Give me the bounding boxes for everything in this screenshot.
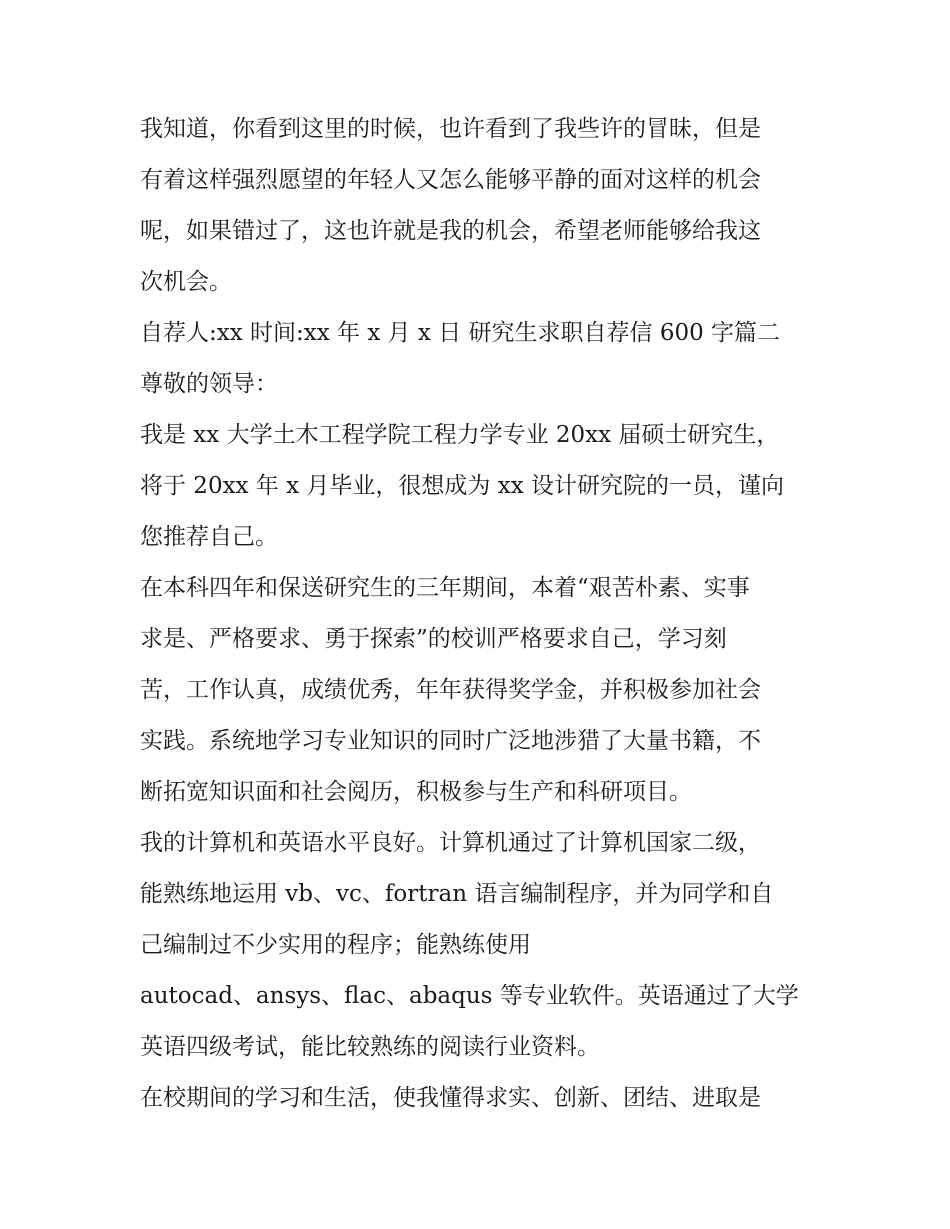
text-line: 在本科四年和保送研究生的三年期间，本着“艰苦朴素、实事 — [140, 575, 750, 601]
text-line: 英语四级考试，能比较熟练的阅读行业资料。 — [140, 1034, 600, 1060]
text-line: 在校期间的学习和生活，使我懂得求实、创新、团结、进取是 — [140, 1085, 761, 1111]
text-line: 我知道，你看到这里的时候，也许看到了我些许的冒昧，但是 — [140, 116, 761, 142]
text-line: 将于 20xx 年 x 月毕业，很想成为 xx 设计研究院的一员，谨向 — [140, 473, 784, 499]
text-line: 断拓宽知识面和社会阅历，积极参与生产和科研项目。 — [140, 779, 692, 805]
text-line: 实践。系统地学习专业知识的同时广泛地涉猎了大量书籍，不 — [140, 728, 761, 754]
text-line: 苦，工作认真，成绩优秀，年年获得奖学金，并积极参加社会 — [140, 677, 761, 703]
text-line: 自荐人:xx 时间:xx 年 x 月 x 日 研究生求职自荐信 600 字篇二 — [140, 320, 781, 346]
text-line: 我是 xx 大学土木工程学院工程力学专业 20xx 届硕士研究生， — [140, 422, 780, 448]
text-line: autocad、ansys、flac、abaqus 等专业软件。英语通过了大学 — [140, 983, 799, 1009]
text-line: 有着这样强烈愿望的年轻人又怎么能够平静的面对这样的机会 — [140, 167, 761, 193]
text-line: 我的计算机和英语水平良好。计算机通过了计算机国家二级， — [140, 830, 761, 856]
text-line: 呢，如果错过了，这也许就是我的机会，希望老师能够给我这 — [140, 218, 761, 244]
text-line: 求是、严格要求、勇于探索”的校训严格要求自己，学习刻 — [140, 626, 727, 652]
text-line: 能熟练地运用 vb、vc、fortran 语言编制程序，并为同学和自 — [140, 881, 774, 907]
document-body — [140, 104, 812, 1124]
text-line: 次机会。 — [140, 269, 232, 295]
salutation: 尊敬的领导： — [140, 371, 278, 397]
text-line: 您推荐自己。 — [140, 524, 278, 550]
text-line: 己编制过不少实用的程序；能熟练使用 — [140, 932, 531, 958]
